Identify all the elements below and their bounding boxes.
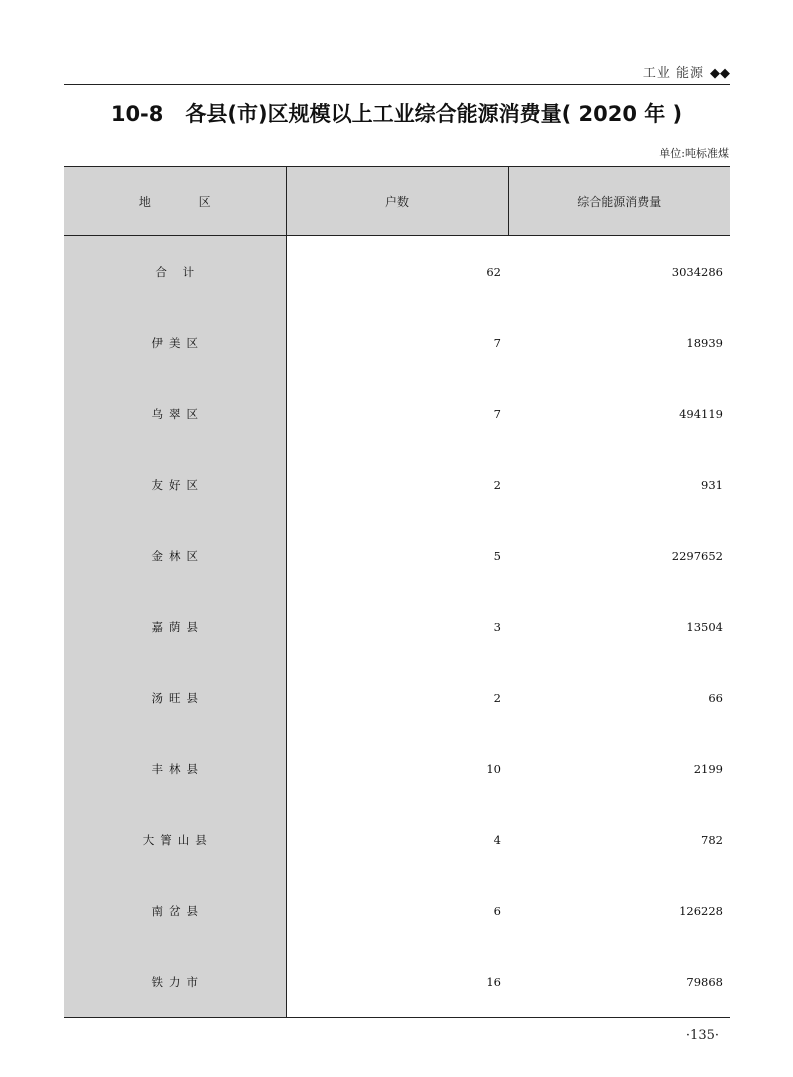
region-cell: 大箐山县 bbox=[64, 804, 286, 875]
consumption-cell: 2297652 bbox=[671, 548, 723, 563]
count-cell: 7 bbox=[493, 335, 501, 350]
region-cell: 南岔县 bbox=[64, 875, 286, 946]
consumption-cell: 18939 bbox=[686, 335, 723, 350]
table-row bbox=[64, 591, 730, 662]
region-cell: 金林区 bbox=[64, 520, 286, 591]
table-body bbox=[64, 236, 730, 1018]
section-label: 工业 能源 bbox=[642, 66, 704, 81]
consumption-cell: 126228 bbox=[679, 903, 723, 918]
table-row bbox=[64, 875, 730, 946]
consumption-cell: 13504 bbox=[686, 619, 723, 634]
unit-label: 单位:吨标准煤 bbox=[659, 147, 729, 160]
region-cell: 嘉荫县 bbox=[64, 591, 286, 662]
region-cell: 伊美区 bbox=[64, 307, 286, 378]
consumption-cell: 782 bbox=[701, 832, 723, 847]
table-row bbox=[64, 804, 730, 875]
count-cell: 16 bbox=[286, 946, 508, 1018]
count-cell: 62 bbox=[486, 264, 501, 279]
table-row bbox=[64, 733, 730, 804]
count-cell: 3 bbox=[493, 619, 501, 634]
count-cell: 2 bbox=[493, 690, 501, 705]
column-header-count: 户数 bbox=[286, 167, 508, 236]
table-row bbox=[64, 662, 730, 733]
consumption-cell: 2199 bbox=[693, 761, 723, 776]
column-header-consumption: 综合能源消费量 bbox=[508, 167, 730, 236]
region-cell: 铁力市 bbox=[64, 946, 286, 1018]
count-cell: 2 bbox=[493, 477, 501, 492]
table-row bbox=[64, 378, 730, 449]
table-row bbox=[64, 946, 730, 1018]
region-cell: 友好区 bbox=[64, 449, 286, 520]
consumption-cell: 66 bbox=[708, 690, 723, 705]
consumption-cell: 931 bbox=[701, 477, 723, 492]
section-header bbox=[600, 62, 730, 81]
diamond-icon: ◆◆ bbox=[710, 66, 730, 81]
count-cell: 6 bbox=[493, 903, 501, 918]
header-divider bbox=[64, 84, 730, 85]
region-cell: 乌翠区 bbox=[64, 378, 286, 449]
consumption-cell: 3034286 bbox=[671, 264, 723, 279]
table-row bbox=[64, 520, 730, 591]
consumption-cell: 494119 bbox=[679, 406, 723, 421]
table-row bbox=[64, 449, 730, 520]
page-number: ·135· bbox=[685, 1028, 719, 1043]
region-cell: 汤旺县 bbox=[64, 662, 286, 733]
data-table bbox=[64, 166, 730, 1018]
table-header-row bbox=[64, 167, 730, 236]
count-cell: 7 bbox=[493, 406, 501, 421]
count-cell: 4 bbox=[493, 832, 501, 847]
column-header-region: 地 区 bbox=[64, 167, 286, 236]
consumption-cell: 79868 bbox=[508, 946, 730, 1018]
table-number: 10-8 bbox=[110, 102, 164, 126]
region-cell: 合 计 bbox=[64, 236, 286, 308]
count-cell: 5 bbox=[493, 548, 501, 563]
table-title: 各县(市)区规模以上工业综合能源消费量( 2020 年 ) bbox=[185, 102, 683, 126]
table-row bbox=[64, 236, 730, 308]
count-cell: 10 bbox=[486, 761, 501, 776]
page-title bbox=[0, 98, 793, 128]
table-row bbox=[64, 307, 730, 378]
region-cell: 丰林县 bbox=[64, 733, 286, 804]
